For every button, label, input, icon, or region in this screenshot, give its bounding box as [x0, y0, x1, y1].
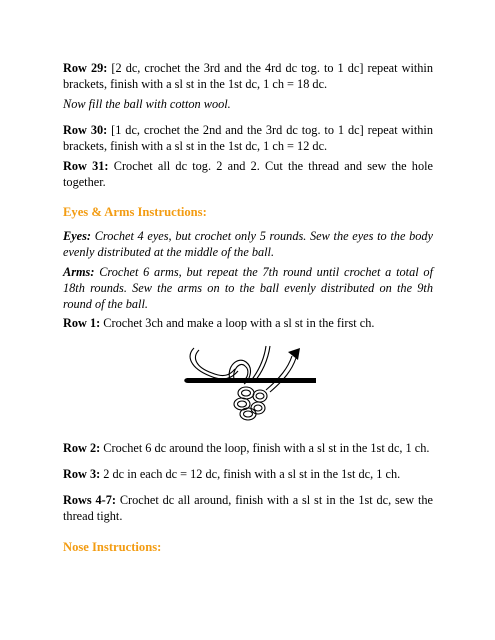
eyes-paragraph	[63, 228, 433, 260]
row-30-text: [1 dc, crochet the 2nd and the 3rd dc tog. to 1 dc] repeat within brackets, finish with a sl st in the 1st dc, 1 ch = 12 dc.	[63, 123, 433, 153]
rows-4-7-label: Rows 4-7:	[63, 493, 117, 507]
arms-label: Arms:	[63, 265, 95, 279]
row-3-paragraph	[63, 466, 433, 482]
rows-4-7-text: Crochet dc all around, finish with a sl st in the 1st dc, sew the thread tight.	[63, 493, 433, 523]
row-31-text: Crochet all dc tog. 2 and 2. Cut the thread and sew the hole together.	[63, 159, 433, 189]
row-30-label: Row 30:	[63, 123, 108, 137]
row-2-text: Crochet 6 dc around the loop, finish with a sl st in the 1st dc, 1 ch.	[100, 441, 430, 455]
arms-paragraph	[63, 264, 433, 312]
arms-text: Crochet 6 arms, but repeat the 7th round until crochet a total of 18th rounds. Sew the arms on to the ball evenly distributed on the 9th round of the ball.	[63, 265, 433, 311]
row-3-text: 2 dc in each dc = 12 dc, finish with a sl st in the 1st dc, 1 ch.	[100, 467, 401, 481]
eyes-text: Crochet 4 eyes, but crochet only 5 rounds. Sew the eyes to the body evenly distributed at the middle of the ball.	[63, 229, 433, 259]
row-29-paragraph	[63, 60, 433, 92]
row-2-paragraph	[63, 440, 433, 456]
crochet-hook-loop-icon	[180, 338, 320, 430]
row-2-label: Row 2:	[63, 441, 101, 455]
rows-4-7-paragraph	[63, 492, 433, 524]
fill-note: Now fill the ball with cotton wool.	[63, 97, 231, 111]
nose-heading: Nose Instructions:	[63, 540, 162, 554]
row-31-paragraph	[63, 158, 433, 190]
row-30-paragraph	[63, 122, 433, 154]
row-1-paragraph	[63, 315, 433, 331]
row-1-label: Row 1:	[63, 316, 101, 330]
eyes-label: Eyes:	[63, 229, 91, 243]
row-3-label: Row 3:	[63, 467, 101, 481]
row-29-label: Row 29:	[63, 61, 108, 75]
row-29-text: [2 dc, crochet the 3rd and the 4rd dc tog. to 1 dc] repeat within brackets, finish with a sl st in the 1st dc, 1 ch = 18 dc.	[63, 61, 433, 91]
row-31-label: Row 31:	[63, 159, 109, 173]
eyes-arms-heading: Eyes & Arms Instructions:	[63, 205, 207, 219]
row-1-text: Crochet 3ch and make a loop with a sl st in the first ch.	[100, 316, 375, 330]
